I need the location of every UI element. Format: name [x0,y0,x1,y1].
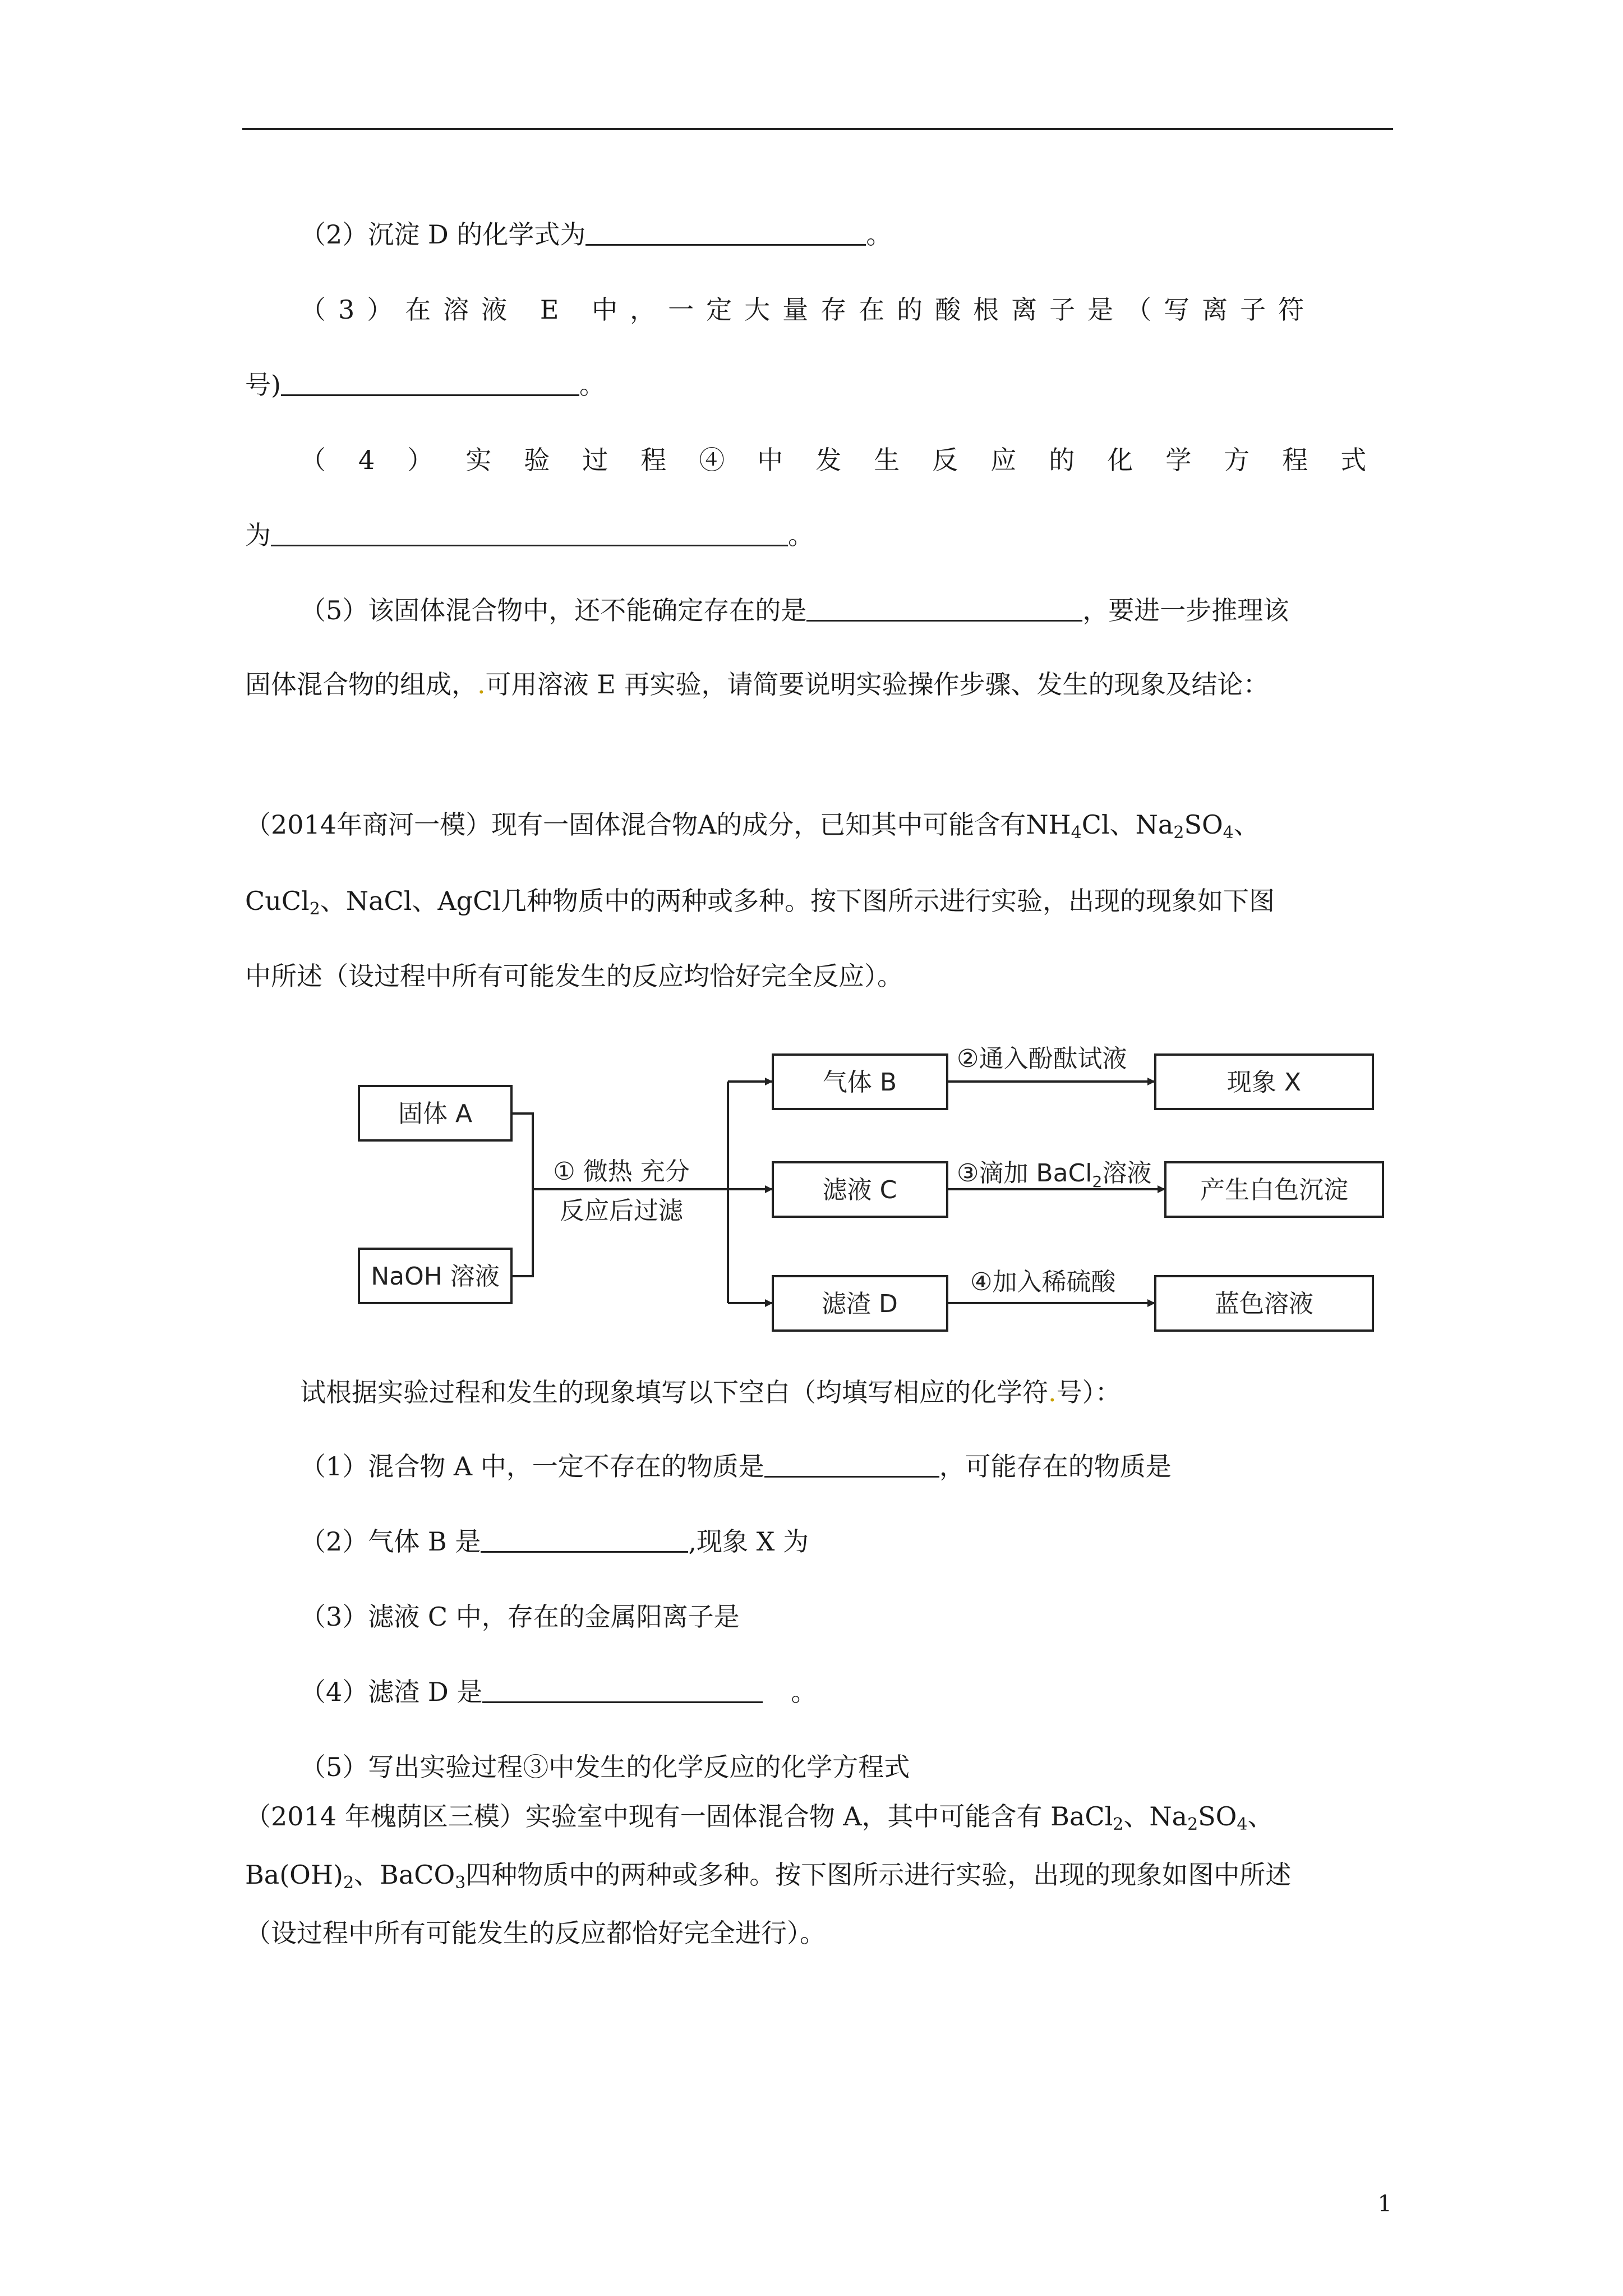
stray-dot: . [1048,1377,1057,1407]
p1-sub: 2 [1173,823,1184,843]
label-white-precipitate: 产生白色沉淀 [1200,1176,1348,1204]
p1-q1-text2: ，可能存在的物质是 [939,1451,1172,1481]
cont-q5-text2: ，要进一步推理该 [1082,595,1289,625]
p1-q4 [300,1675,817,1709]
p1-q4-end: 。 [791,1677,817,1707]
p2-text-g: 四种物质中的两种或多种。按下图所示进行实验，出现的现象如图中所述 [465,1860,1292,1890]
answer-blank[interactable] [764,1451,939,1478]
p1-q2 [300,1525,809,1558]
p2-text-f: 、BaCO [354,1860,455,1890]
label-gas-b: 气体 B [822,1068,897,1097]
cont-q2-text: （2）沉淀 D 的化学式为 [300,219,586,250]
p2-sub: 2 [1113,1815,1124,1834]
cont-q5-l2b: 可用溶液 E 再实验，请简要说明实验操作步骤、发生的现象及结论： [485,669,1269,700]
label-filtrate-c: 滤液 C [822,1176,897,1204]
stray-dot: . [477,669,486,700]
p1-sub: 2 [309,899,320,919]
p1-sub: 4 [1071,823,1082,843]
problem2-line1 [245,1800,1274,1833]
cont-q4-line1: （4）实验过程④中发生反应的化学方程式 [300,445,1399,475]
label-step1-l2: 反应后过滤 [560,1197,683,1225]
label-residue-d: 滤渣 D [822,1290,898,1318]
p1-q5: （5）写出实验过程③中发生的化学反应的化学方程式 [300,1752,910,1782]
p2-text-d: 、 [1247,1801,1274,1832]
problem2-line2 [245,1858,1291,1892]
p1-q2-text2: ,现象 X 为 [688,1526,809,1557]
answer-blank[interactable] [481,1526,688,1553]
p2-text-a: （2014 年槐荫区三模）实验室中现有一固体混合物 A，其中可能含有 BaCl [245,1801,1113,1832]
cont-q3-line1: （3）在溶液 E 中，一定大量存在的酸根离子是（写离子符 [300,295,1317,325]
label-solid-a: 固体 A [398,1099,473,1128]
p1-text-c: SO [1184,809,1223,840]
cont-q2-end: 。 [866,219,892,250]
problem1-instruction [300,1375,1121,1409]
label-step1-l1: ① 微热 充分 [553,1157,690,1186]
step3-post: 溶液 [1102,1159,1152,1188]
step3-pre: ③滴加 BaCl [957,1159,1092,1188]
p1-q1-text: （1）混合物 A 中，一定不存在的物质是 [300,1451,764,1481]
label-blue-solution: 蓝色溶液 [1215,1290,1313,1318]
cont-q4-end: 。 [788,520,814,550]
cont-q3-text: 号) [245,370,281,400]
p2-text-e: Ba(OH) [245,1860,343,1890]
label-phenomenon-x: 现象 X [1227,1068,1302,1097]
p2-text-c: SO [1198,1801,1237,1832]
cont-q5-text: （5）该固体混合物中，还不能确定存在的是 [300,595,807,625]
p1-q2-text: （2）气体 B 是 [300,1526,481,1557]
label-step4: ④加入稀硫酸 [970,1268,1116,1296]
p1-q1 [300,1450,1172,1483]
p2-sub: 2 [1187,1815,1198,1834]
answer-blank[interactable] [482,1677,763,1703]
p2-sub: 4 [1237,1815,1248,1834]
p1-q3: （3）滤液 C 中，存在的金属阳离子是 [300,1602,740,1632]
p1-sub: 4 [1223,823,1234,843]
cont-q5-l2a: 固体混合物的组成， [245,669,477,700]
label-step2: ②通入酚酞试液 [957,1045,1127,1073]
cont-q4-text: 为 [245,520,271,550]
p2-sub: 3 [455,1873,466,1893]
step3-sub: 2 [1092,1172,1103,1191]
instr-a: 试根据实验过程和发生的现象填写以下空白（均填写相应的化学符 [300,1377,1048,1407]
problem2-line3: （设过程中所有可能发生的反应都恰好完全进行）。 [245,1918,826,1948]
p2-sub: 2 [343,1873,354,1893]
label-step3 [957,1159,1151,1191]
p1-text-e: CuCl [245,886,310,916]
p1-text-a: （2014年商河一模）现有一固体混合物A的成分，已知其中可能含有NH [245,809,1071,840]
label-naoh: NaOH 溶液 [371,1262,500,1291]
cont-q3-end: 。 [579,370,605,400]
page-number: 1 [1377,2191,1392,2217]
p1-text-f: 、NaCl、AgCl几种物质中的两种或多种。按下图所示进行实验，出现的现象如下图 [320,886,1275,916]
problem1-intro-line3: 中所述（设过程中所有可能发生的反应均恰好完全反应）。 [245,961,903,991]
p1-text-d: 、 [1233,809,1260,840]
p2-text-b: 、Na [1123,1801,1188,1832]
p1-text-b: Cl、Na [1081,809,1174,840]
p1-q4-text: （4）滤渣 D 是 [300,1677,483,1707]
connector-inputs [511,1114,533,1276]
instr-b: 号）： [1056,1377,1121,1407]
